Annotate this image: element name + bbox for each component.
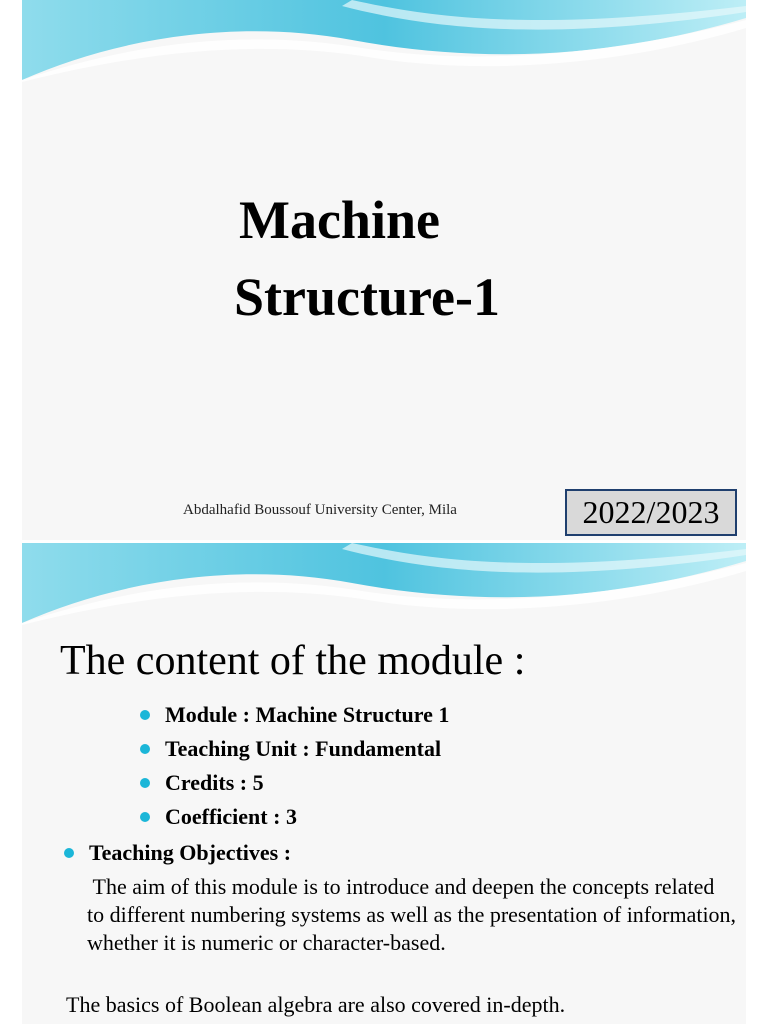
wave-decoration (22, 0, 746, 90)
list-item (140, 701, 449, 735)
module-info-list (140, 701, 449, 837)
wave-decoration (22, 543, 746, 633)
content-slide (22, 543, 746, 1024)
list-item-text: Module : Machine Structure 1 (165, 702, 450, 727)
closing-sentence: The basics of Boolean algebra are also covered in-depth. (66, 992, 566, 1017)
institution-label: Abdalhafid Boussouf University Center, Mila (183, 502, 457, 518)
objectives-heading (64, 839, 291, 867)
bullet-dot-icon (140, 744, 150, 754)
list-item (140, 803, 449, 837)
slide-title-line-1: Machine (239, 190, 440, 250)
slide-title-line-2: Structure-1 (234, 267, 500, 327)
academic-year-box: 2022/2023 (565, 489, 737, 536)
list-item-text: Coefficient : 3 (165, 804, 297, 829)
list-item-text: Credits : 5 (165, 770, 264, 795)
list-item (140, 769, 449, 803)
title-slide (22, 0, 746, 540)
bullet-dot-icon (140, 778, 150, 788)
list-item-text: Teaching Unit : Fundamental (165, 736, 442, 761)
objectives-paragraph: The aim of this module is to introduce and deepen the concepts related to different numbering systems as well as the presentation of information, whether it is numeric or character-based. (87, 874, 742, 955)
list-item (140, 735, 449, 769)
slide-heading: The content of the module : (60, 638, 526, 684)
objectives-heading-text: Teaching Objectives : (89, 840, 292, 865)
bullet-dot-icon (140, 812, 150, 822)
bullet-dot-icon (64, 848, 74, 858)
bullet-dot-icon (140, 710, 150, 720)
